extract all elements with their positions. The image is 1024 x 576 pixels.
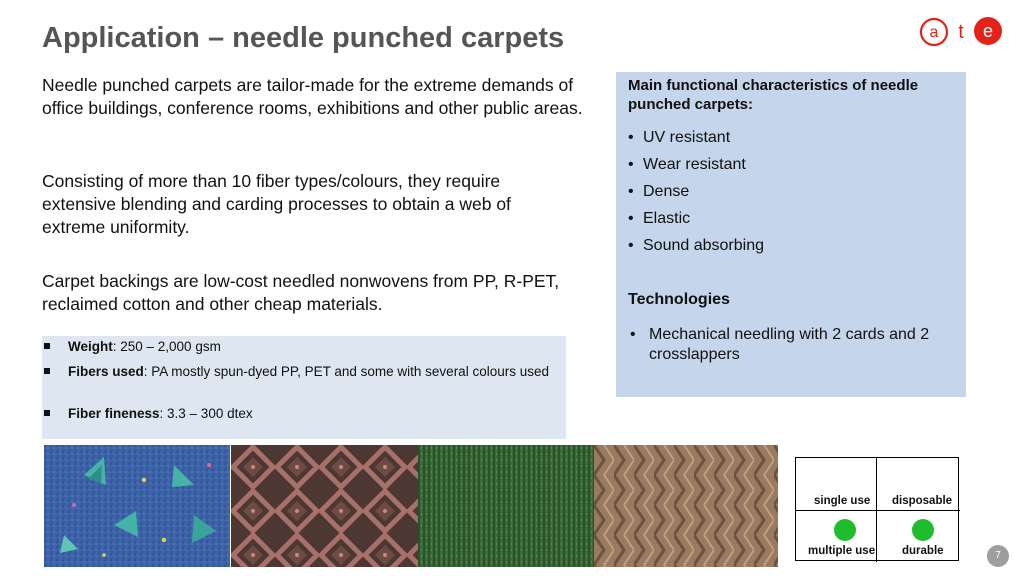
fiber-paragraph: Consisting of more than 10 fiber types/colours, they require extensive blending and carding processes to obtain a web of extreme uniformity. (42, 171, 511, 237)
backing-paragraph: Carpet backings are low-cost needled nonwovens from PP, R-PET, reclaimed cotton and other cheap materials. (42, 271, 560, 314)
bullet-icon: • (628, 210, 634, 227)
spec-label: Weight (68, 339, 113, 354)
spec-value: : PA mostly spun-dyed PP, PET and some with several colours used (143, 364, 549, 379)
svg-text:a: a (929, 24, 939, 41)
durable-indicator-icon (912, 519, 934, 541)
characteristics-heading: Main functional characteristics of needle punched carpets: (628, 77, 919, 113)
label-multiple-use: multiple use (808, 545, 876, 557)
spec-label: Fiber fineness (68, 406, 160, 421)
ate-logo (920, 16, 1016, 48)
bullet-icon: • (628, 129, 634, 146)
bullet-icon: • (630, 326, 636, 343)
slide-title: Application – needle punched carpets (42, 22, 565, 54)
label-disposable: disposable (892, 495, 953, 507)
spec-label: Fibers used (68, 364, 144, 379)
bullet-icon: • (628, 237, 634, 254)
grid-divider (796, 510, 960, 511)
page-number: 7 (987, 545, 1009, 567)
carpet-sample-green-image (418, 445, 596, 567)
intro-paragraph: Needle punched carpets are tailor-made for the extreme demands of office buildings, conference rooms, exhibitions and other public areas. (42, 75, 583, 118)
characteristics-panel: Main functional characteristics of needle punched carpets: • UV resistant • Wear resistant • Dense • Elastic • Sound absorbing Technologies • Mechanical needling with 2 cards and 2 crosslappers (616, 72, 966, 397)
label-single-use: single use (814, 495, 871, 507)
square-bullet-icon (44, 343, 50, 349)
svg-text:e: e (982, 21, 994, 41)
carpet-sample-blue-image (44, 445, 230, 567)
spec-value: : 250 – 2,000 gsm (112, 339, 221, 354)
spec-box (42, 336, 566, 439)
multiple-use-indicator-icon (834, 519, 856, 541)
bullet-icon: • (628, 156, 634, 173)
carpet-sample-chevron-image (594, 445, 778, 567)
square-bullet-icon (44, 368, 50, 374)
bullet-icon: • (628, 183, 634, 200)
label-durable: durable (902, 545, 944, 557)
svg-text:t: t (958, 21, 964, 43)
carpet-sample-diamond-image (231, 445, 419, 567)
spec-value: : 3.3 – 300 dtex (159, 406, 253, 421)
square-bullet-icon (44, 410, 50, 416)
technologies-heading: Technologies (628, 291, 730, 308)
usage-grid (795, 457, 959, 561)
